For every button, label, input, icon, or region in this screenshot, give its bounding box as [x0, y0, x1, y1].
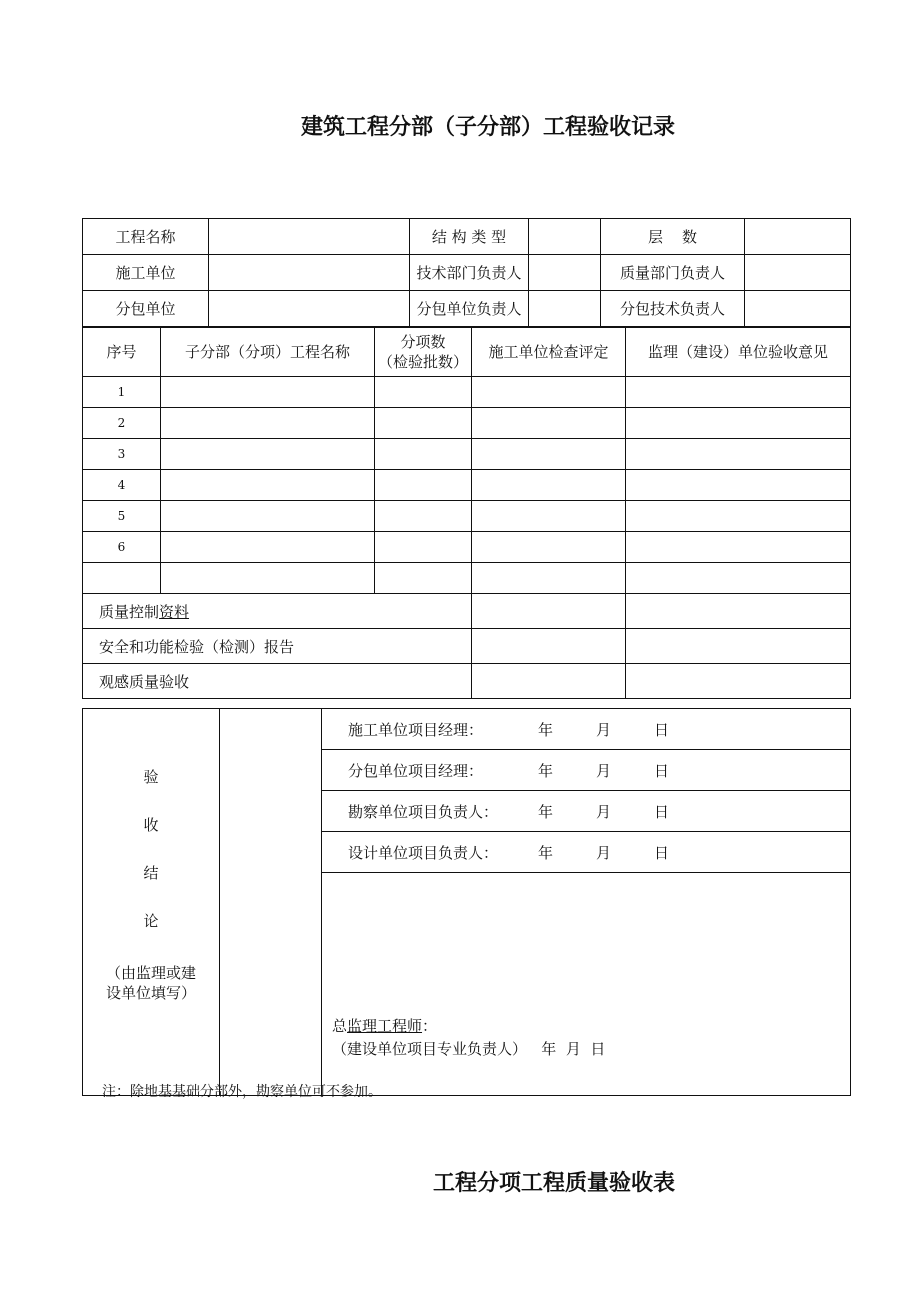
seq-header: 序号: [83, 328, 161, 377]
cell[interactable]: [626, 664, 851, 699]
page-title: 建筑工程分部（子分部）工程验收记录: [300, 114, 675, 140]
signature-label: 施工单位项目经理：: [348, 720, 484, 739]
row-number: 5: [83, 501, 161, 532]
project-name-value[interactable]: [209, 219, 410, 255]
cell[interactable]: [626, 439, 851, 470]
year-label: 年: [538, 761, 554, 780]
cell[interactable]: [626, 594, 851, 629]
items-table: [82, 327, 851, 699]
day-label: 日: [654, 802, 670, 821]
appearance-label: 观感质量验收: [83, 664, 472, 699]
cell[interactable]: [472, 377, 626, 408]
cell[interactable]: [626, 532, 851, 563]
cell[interactable]: [375, 408, 472, 439]
quality-head-value[interactable]: [745, 255, 851, 291]
cell[interactable]: [626, 408, 851, 439]
supervisor-opinion-header: 监理（建设）单位验收意见: [626, 328, 851, 377]
cell[interactable]: [375, 501, 472, 532]
subcontract-unit-label: 分包单位: [83, 291, 209, 327]
cell[interactable]: [161, 408, 375, 439]
cell[interactable]: [161, 532, 375, 563]
conclusion-note-line1: （由监理或建: [105, 964, 196, 982]
quality-control-prefix: 质量控制: [99, 602, 160, 621]
project-info-table: [82, 218, 851, 327]
signature-row-subcontractor[interactable]: [322, 750, 851, 791]
count-header-line1: 分项数: [400, 333, 446, 351]
table-row: [83, 408, 851, 439]
name-header: 子分部（分项）工程名称: [161, 328, 375, 377]
signature-label: 设计单位项目负责人：: [348, 843, 499, 862]
cell[interactable]: [626, 377, 851, 408]
construction-unit-label: 施工单位: [83, 255, 209, 291]
cell[interactable]: [161, 470, 375, 501]
structure-type-label: 结 构 类 型: [410, 219, 529, 255]
conclusion-char-1: 验: [143, 768, 159, 786]
safety-report-label: 安全和功能检验（检测）报告: [83, 629, 472, 664]
table-row: [83, 532, 851, 563]
cell[interactable]: [472, 408, 626, 439]
subcontract-head-label: 分包单位负责人: [410, 291, 529, 327]
conclusion-char-2: 收: [143, 816, 159, 834]
quality-control-suffix: 资料: [159, 602, 190, 621]
row-number: 4: [83, 470, 161, 501]
cell[interactable]: [161, 563, 375, 594]
quality-head-label: 质量部门负责人: [601, 255, 745, 291]
table-row: [83, 439, 851, 470]
cell[interactable]: [472, 629, 626, 664]
table-row: [83, 377, 851, 408]
day-label: 日: [654, 720, 670, 739]
conclusion-char-3: 结: [143, 864, 159, 882]
table-row: [83, 563, 851, 594]
subcontract-tech-head-value[interactable]: [745, 291, 851, 327]
cell[interactable]: [626, 629, 851, 664]
cell[interactable]: [375, 563, 472, 594]
day-label: 日: [654, 843, 670, 862]
cell[interactable]: [375, 377, 472, 408]
month-label: 月: [596, 761, 612, 780]
signature-row-contractor[interactable]: [322, 709, 851, 750]
construction-unit-value[interactable]: [209, 255, 410, 291]
conclusion-char-4: 论: [143, 912, 159, 930]
cell[interactable]: [375, 532, 472, 563]
month-label: 月: [596, 802, 612, 821]
signature-label: 勘察单位项目负责人：: [348, 802, 499, 821]
conclusion-blank-cell[interactable]: [220, 709, 322, 1096]
table-row: [83, 501, 851, 532]
second-title: 工程分项工程质量验收表: [432, 1170, 675, 1196]
cell[interactable]: [626, 563, 851, 594]
project-name-label: 工程名称: [83, 219, 209, 255]
row-number: 2: [83, 408, 161, 439]
cell[interactable]: [472, 563, 626, 594]
cell[interactable]: [472, 532, 626, 563]
conclusion-label: [83, 709, 220, 1096]
subcontract-tech-head-label: 分包技术负责人: [601, 291, 745, 327]
month-label: 月: [596, 843, 612, 862]
cell[interactable]: [626, 470, 851, 501]
signature-row-survey[interactable]: [322, 791, 851, 832]
chief-prefix: 总: [332, 1017, 348, 1035]
cell[interactable]: [472, 664, 626, 699]
contractor-eval-header: 施工单位检查评定: [472, 328, 626, 377]
year-label: 年: [538, 720, 554, 739]
cell[interactable]: [472, 501, 626, 532]
subcontract-unit-value[interactable]: [209, 291, 410, 327]
row-number: [83, 563, 161, 594]
cell[interactable]: [161, 439, 375, 470]
signature-label: 分包单位项目经理：: [348, 761, 484, 780]
year-label: 年: [538, 802, 554, 821]
conclusion-note-line2: 设单位填写）: [105, 984, 196, 1002]
floors-label: 层 数: [601, 219, 745, 255]
table-row: [83, 470, 851, 501]
chief-colon: ：: [422, 1017, 438, 1035]
floors-value[interactable]: [745, 219, 851, 255]
month-label: 月: [596, 720, 612, 739]
cell[interactable]: [161, 501, 375, 532]
row-number: 3: [83, 439, 161, 470]
cell[interactable]: [161, 377, 375, 408]
tech-head-value[interactable]: [529, 255, 601, 291]
day-label: 日: [654, 761, 670, 780]
cell[interactable]: [472, 594, 626, 629]
cell[interactable]: [626, 501, 851, 532]
count-header-line2: （检验批数）: [377, 353, 468, 371]
footnote: 注：除地基基础分部外，勘察单位可不参加。: [102, 1084, 382, 1100]
chief-supervisor-cell[interactable]: [322, 873, 851, 1096]
quality-control-label: [83, 594, 472, 629]
cell[interactable]: [375, 439, 472, 470]
row-number: 6: [83, 532, 161, 563]
cell[interactable]: [472, 439, 626, 470]
year-label: 年: [538, 843, 554, 862]
chief-line2: （建设单位项目专业负责人） 年 月 日: [332, 1040, 606, 1058]
cell[interactable]: [472, 470, 626, 501]
tech-head-label: 技术部门负责人: [410, 255, 529, 291]
row-number: 1: [83, 377, 161, 408]
chief-title: 监理工程师: [347, 1017, 423, 1035]
cell[interactable]: [375, 470, 472, 501]
conclusion-table: [82, 708, 851, 1096]
subcontract-head-value[interactable]: [529, 291, 601, 327]
signature-row-design[interactable]: [322, 832, 851, 873]
structure-type-value[interactable]: [529, 219, 601, 255]
count-header: [375, 328, 472, 377]
